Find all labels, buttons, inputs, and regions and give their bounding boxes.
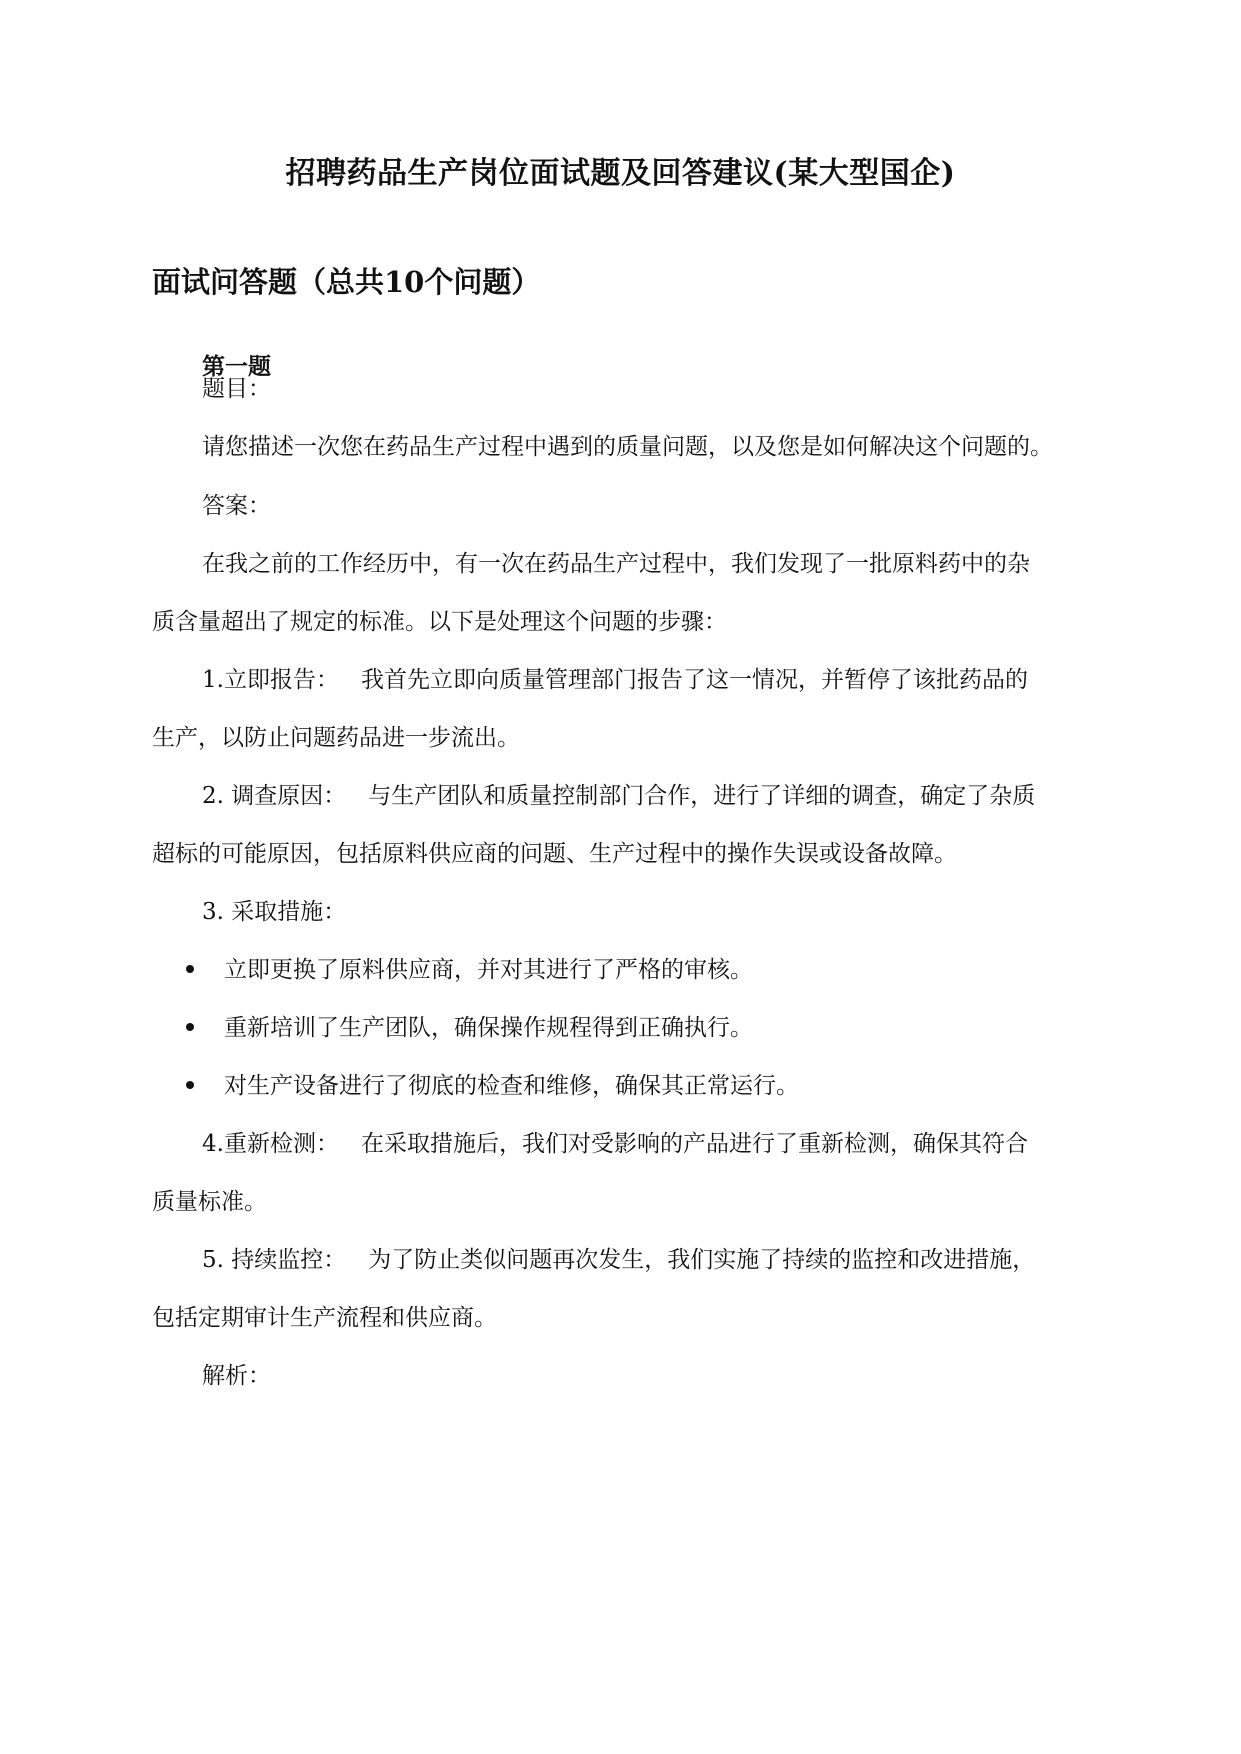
list-item-text: 重新培训了生产团队，确保操作规程得到正确执行。 [224, 1015, 753, 1041]
step-4-line-1 [202, 1127, 1028, 1161]
answer-label: 答案： [202, 493, 271, 519]
step-2-text: 与生产团队和质量控制部门合作，进行了详细的调查，确定了杂质 [368, 783, 1036, 809]
step-5-line-1 [202, 1243, 1035, 1277]
step-5-line-2: 包括定期审计生产流程和供应商。 [152, 1305, 497, 1331]
step-2-label: 2. 调查原因： [202, 783, 347, 809]
step-1-line-2: 生产，以防止问题药品进一步流出。 [152, 725, 520, 751]
list-item [186, 953, 753, 987]
step-3-label: 3. 采取措施： [202, 899, 347, 925]
step-4-line-2: 质量标准。 [152, 1189, 267, 1215]
question-heading: 第一题 [202, 353, 271, 380]
list-item [186, 1069, 799, 1103]
bullet-icon [186, 1081, 194, 1089]
step-2-line-2: 超标的可能原因，包括原料供应商的问题、生产过程中的操作失误或设备故障。 [152, 841, 957, 867]
step-4-text: 在采取措施后，我们对受影响的产品进行了重新检测，确保其符合 [360, 1131, 1028, 1157]
analysis-label: 解析： [202, 1363, 271, 1389]
section-heading: 面试问答题（总共10个问题） [152, 265, 541, 299]
step-1-label: 1.立即报告： [202, 667, 339, 693]
document-title: 招聘药品生产岗位面试题及回答建议(某大型国企) [285, 156, 956, 191]
step-5-label: 5. 持续监控： [202, 1247, 347, 1273]
step-1-line-1 [202, 663, 1028, 697]
step-2-line-1 [202, 779, 1035, 813]
question-label: 题目： [202, 376, 271, 402]
answer-intro-line-1: 在我之前的工作经历中，有一次在药品生产过程中，我们发现了一批原料药中的杂 [202, 551, 1030, 577]
bullet-icon [186, 965, 194, 973]
list-item-text: 立即更换了原料供应商，并对其进行了严格的审核。 [224, 957, 753, 983]
step-5-text: 为了防止类似问题再次发生，我们实施了持续的监控和改进措施， [368, 1247, 1036, 1273]
list-item [186, 1011, 753, 1045]
bullet-icon [186, 1023, 194, 1031]
list-item-text: 对生产设备进行了彻底的检查和维修，确保其正常运行。 [224, 1073, 799, 1099]
answer-intro-line-2: 质含量超出了规定的标准。以下是处理这个问题的步骤： [152, 609, 727, 635]
question-text: 请您描述一次您在药品生产过程中遇到的质量问题，以及您是如何解决这个问题的。 [202, 434, 1053, 460]
step-4-label: 4.重新检测： [202, 1131, 339, 1157]
step-1-text: 我首先立即向质量管理部门报告了这一情况，并暂停了该批药品的 [360, 667, 1028, 693]
